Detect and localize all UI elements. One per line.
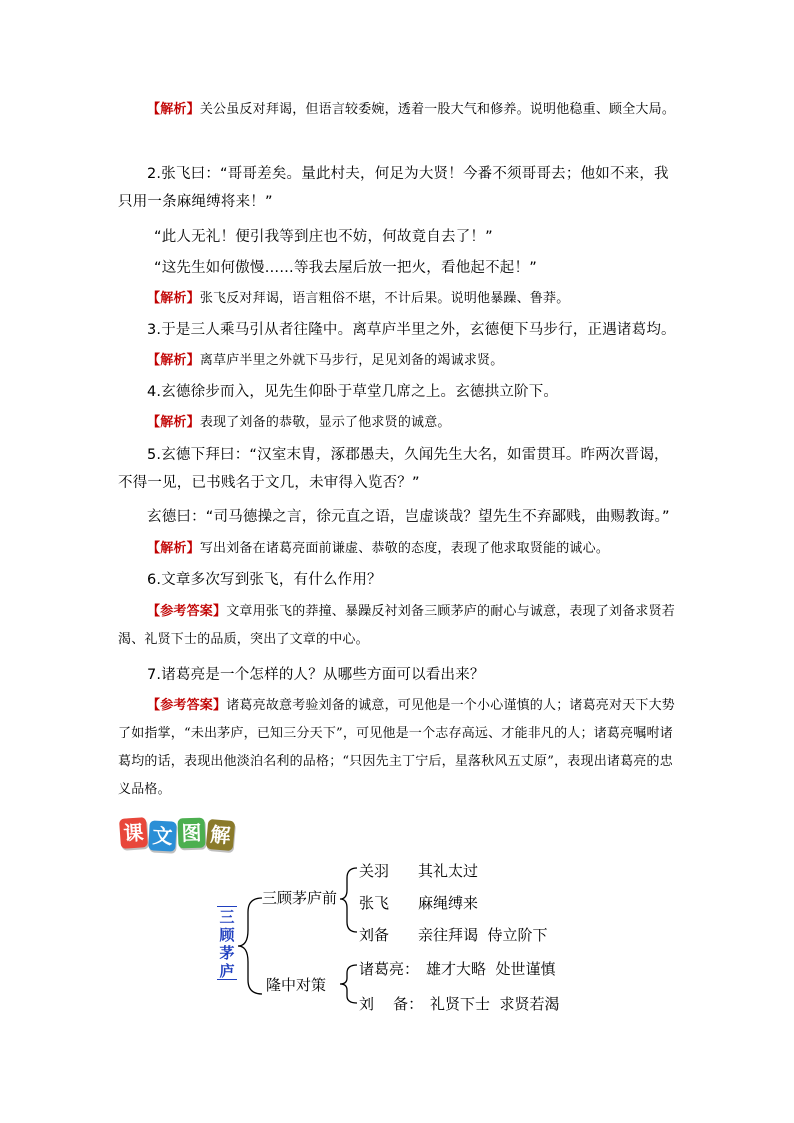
answer-tag: 【参考答案】: [147, 698, 227, 713]
analysis-paragraph: 【解析】张飞反对拜谒，语言粗俗不堪，不计后果。说明他暴躁、鲁莽。: [147, 291, 570, 306]
analysis-tag: 【解析】: [147, 291, 200, 306]
leaf-name: 刘 备：: [359, 995, 424, 1013]
analysis-tag: 【解析】: [147, 353, 200, 368]
analysis-tag: 【解析】: [147, 102, 200, 117]
analysis-paragraph: 【解析】离草庐半里之外就下马步行，足见刘备的竭诚求贤。: [147, 353, 504, 368]
answer-paragraph: 【参考答案】诸葛亮故意考验刘备的诚意，可见他是一个小心谨慎的人；诸葛亮对天下大势了如指掌，“未出茅庐，已知三分天下”，可见他是一个志存高远、才能非凡的人；诸葛亮嘱咐诸葛均的话，表现出他淡泊名利的品格；“只因先主丁宁后，星落秋风五丈原”，表现出诸葛亮的忠义品格。: [118, 698, 676, 797]
answer-paragraph: 【参考答案】文章用张飞的莽撞、暴躁反衬刘备三顾茅庐的耐心与诚意，表现了刘备求贤若渴、礼贤下士的品质，突出了文章的中心。: [118, 604, 676, 647]
title-char-badge: 解: [206, 819, 236, 851]
leaf-desc: 雄才大略 处世谨慎: [426, 960, 556, 978]
analysis-paragraph: 【解析】表现了刘备的恭敬，显示了他求贤的诚意。: [147, 415, 451, 430]
branch-1-brace: [340, 868, 357, 932]
title-char-badge: 文: [148, 820, 177, 851]
leaf-name: 诸葛亮：: [359, 960, 420, 978]
question-2-text: 2.张飞曰：“哥哥差矣。量此村夫，何足为大贤！今番不须哥哥去；他如不来，我只用一条麻绳缚将来！”: [118, 166, 669, 210]
quote-text: “此人无礼！便引我等到庄也不妨，何故竟自去了！”: [154, 229, 493, 245]
branch-label: 隆中对策: [266, 976, 327, 994]
leaf-name: 刘备: [359, 926, 390, 944]
question-7-text: 7.诸葛亮是一个怎样的人？从哪些方面可以看出来？: [147, 667, 485, 683]
question-4-text: 4.玄德徐步而入，见先生仰卧于草堂几席之上。玄德拱立阶下。: [147, 384, 559, 400]
root-brace: [238, 898, 262, 994]
analysis-tag: 【解析】: [147, 415, 200, 430]
branch-2-brace: [340, 965, 357, 1003]
leaf-desc: 礼贤下士 求贤若渴: [430, 995, 560, 1013]
analysis-paragraph: 【解析】关公虽反对拜谒，但语言较委婉，透着一股大气和修养。说明他稳重、顾全大局。: [147, 102, 676, 117]
analysis-tag: 【解析】: [147, 541, 200, 556]
leaf-name: 张飞: [359, 894, 390, 912]
analysis-paragraph: 【解析】写出刘备在诸葛亮面前谦虚、恭敬的态度，表现了他求取贤能的诚心。: [147, 541, 610, 556]
diagram-root: 三 顾 茅 庐: [219, 908, 235, 980]
leaf-desc: 麻绳缚来: [418, 894, 479, 912]
quote-text: “这先生如何傲慢……等我去屋后放一把火，看他起不起！”: [154, 260, 537, 276]
leaf-desc: 其礼太过: [418, 862, 479, 880]
question-6-text: 6.文章多次写到张飞，有什么作用？: [147, 572, 382, 588]
branch-label: 三顾茅庐前: [262, 889, 338, 907]
leaf-desc: 亲往拜谒 侍立阶下: [418, 926, 548, 944]
question-3-text: 3.于是三人乘马引从者往隆中。离草庐半里之外，玄德便下马步行，正遇诸葛均。: [147, 322, 676, 338]
answer-tag: 【参考答案】: [147, 604, 227, 619]
title-char-badge: 图: [177, 818, 205, 849]
question-5-text: 5.玄德下拜曰：“汉室末胄，涿郡愚夫，久闻先生大名，如雷贯耳。昨两次晋谒，不得一见，已书贱名于文几，未审得入览否？”: [118, 447, 669, 491]
root-underline: [217, 906, 237, 980]
question-5-reply: 玄德曰：“司马德操之言，徐元直之语，岂虚谈哉？望先生不弃鄙贱，曲赐教诲。”: [147, 509, 670, 525]
leaf-name: 关羽: [359, 862, 390, 880]
title-char-badge: 课: [119, 817, 148, 849]
section-title: [120, 818, 236, 854]
